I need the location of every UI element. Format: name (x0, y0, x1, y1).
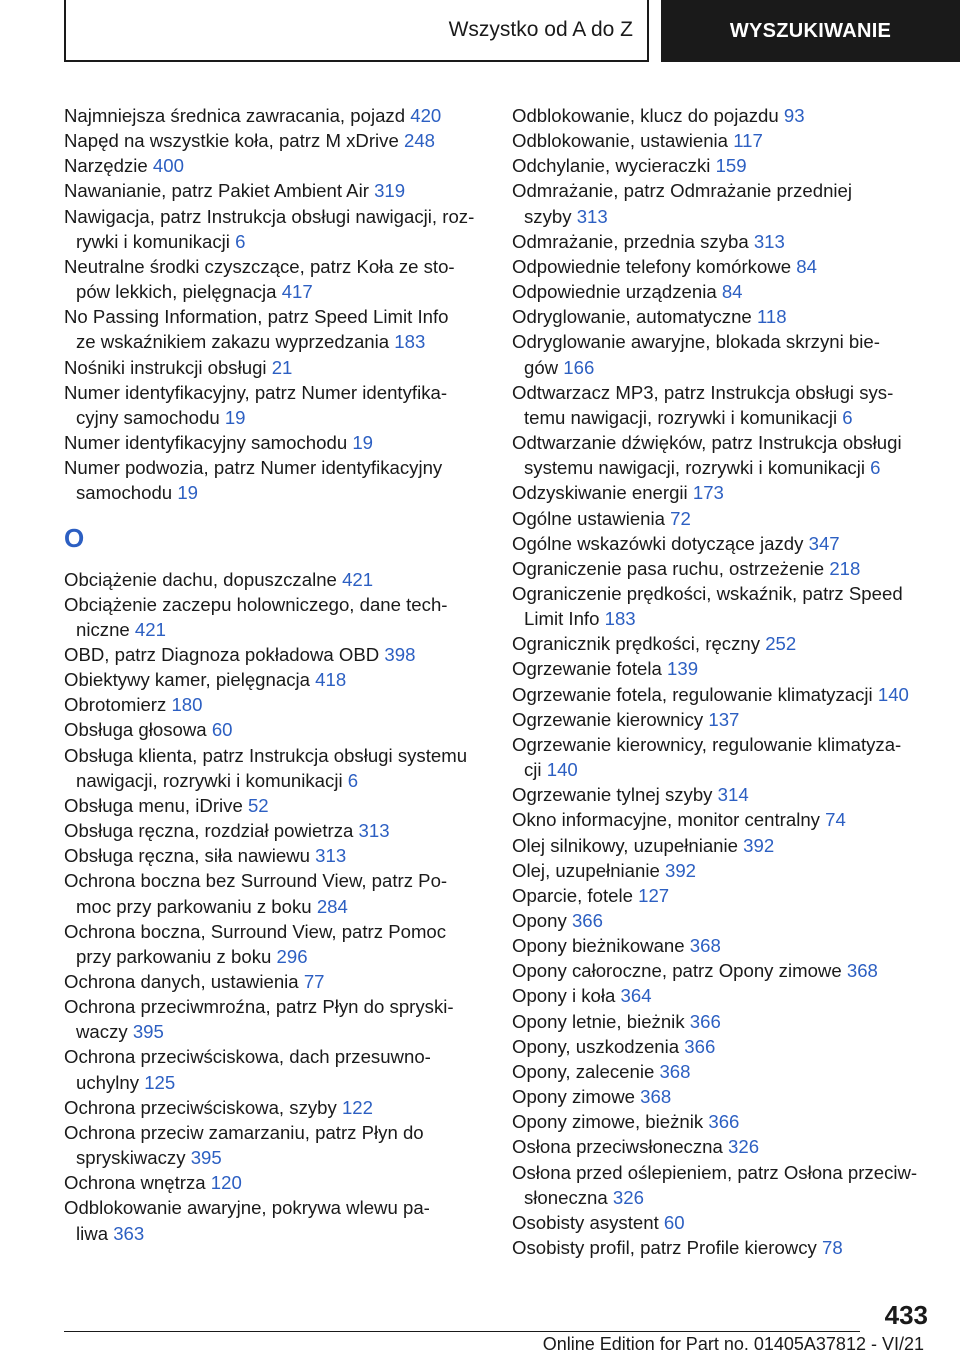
entry-text: cji (524, 759, 542, 781)
index-entry (64, 204, 484, 254)
index-entry (64, 868, 484, 918)
page-reference-link[interactable]: 392 (743, 834, 775, 856)
page-reference-link[interactable]: 84 (721, 281, 743, 303)
index-entry (64, 994, 484, 1044)
page-reference-link[interactable]: 248 (403, 130, 436, 152)
page-reference-link[interactable]: 159 (715, 155, 747, 177)
entry-text: Odmrażanie, przednia szyba (512, 230, 749, 252)
index-entry (64, 1170, 484, 1195)
entry-text: Ogólne wskazówki dotyczące jazdy (512, 532, 804, 554)
page-reference-link[interactable]: 166 (563, 356, 595, 378)
index-entry (64, 642, 484, 667)
entry-text: uchylny (76, 1071, 140, 1093)
entry-text: Ochrona boczna bez Surround View, patrz Po- (64, 870, 448, 892)
page-reference-link[interactable]: 368 (659, 1060, 691, 1082)
entry-text: spryskiwaczy (76, 1147, 186, 1169)
entry-text: Ogranicznik prędkości, ręczny (512, 633, 761, 655)
page-reference-link[interactable]: 120 (210, 1172, 242, 1194)
footer-divider (64, 1331, 860, 1332)
entry-text: Opony, uszkodzenia (512, 1035, 680, 1057)
entry-text: Odmrażanie, patrz Odmrażanie przedniej (512, 180, 853, 202)
index-entry (512, 1210, 932, 1235)
page-header (64, 0, 960, 66)
entry-text: Olej silnikowy, uzupełnianie (512, 834, 738, 856)
page-reference-link[interactable]: 77 (303, 971, 325, 992)
page-reference-link[interactable]: 19 (352, 432, 374, 454)
page-reference-link[interactable]: 139 (667, 658, 699, 680)
page-reference-link[interactable]: 183 (394, 331, 426, 353)
index-entry (64, 793, 484, 818)
index-entry (512, 229, 932, 254)
page-reference-link[interactable]: 418 (315, 669, 347, 691)
index-entry (512, 908, 932, 933)
entry-text: Osobisty asystent (512, 1211, 659, 1233)
page-reference-link[interactable]: 74 (825, 809, 846, 831)
index-entry (512, 254, 932, 279)
index-entry (64, 430, 484, 455)
index-entry (512, 430, 932, 480)
page-reference-link[interactable]: 314 (717, 784, 749, 806)
entry-text: Nawanianie, patrz Pakiet Ambient Air (64, 180, 369, 202)
entry-text: Odblokowanie, klucz do pojazdu (512, 105, 779, 126)
page-reference-link[interactable]: 313 (315, 845, 347, 867)
entry-text: samochodu (76, 482, 173, 504)
page-reference-link[interactable]: 127 (638, 884, 670, 906)
entry-text: niczne (76, 618, 130, 640)
page-reference-link[interactable]: 21 (271, 356, 293, 378)
page-reference-link[interactable]: 368 (640, 1086, 672, 1108)
page-reference-link[interactable]: 6 (235, 230, 246, 252)
entry-text: cyjny samochodu (76, 406, 220, 428)
page-reference-link[interactable]: 52 (247, 794, 269, 816)
entry-text: Obciążenie dachu, dopuszczalne (64, 568, 337, 590)
entry-text: Ogrzewanie fotela (512, 658, 662, 680)
page-reference-link[interactable]: 84 (796, 255, 817, 277)
page-reference-link[interactable]: 122 (341, 1096, 373, 1118)
entry-text: Obsługa menu, iDrive (64, 794, 243, 816)
entry-text: Odblokowanie awaryjne, pokrywa wlewu pa- (64, 1197, 430, 1219)
section-letter: O (64, 522, 85, 553)
page-reference-link[interactable]: 400 (152, 155, 184, 177)
edition-text: Online Edition for Part no. 01405A37812 - VI/21 (542, 1334, 924, 1354)
entry-text: Opony zimowe (512, 1086, 635, 1108)
index-entry (512, 1084, 932, 1109)
index-entry (512, 833, 932, 858)
page-reference-link[interactable]: 392 (665, 859, 697, 881)
index-entry (512, 807, 932, 832)
index-entry (64, 1195, 484, 1245)
index-entry (512, 581, 932, 631)
entry-text: Ochrona wnętrza (64, 1172, 206, 1194)
entry-text: Odtwarzacz MP3, patrz Instrukcja obsługi sys- (512, 381, 894, 403)
index-entry (512, 782, 932, 807)
page-reference-link[interactable]: 420 (410, 105, 442, 126)
index-entry (64, 380, 484, 430)
index-entry (512, 732, 932, 782)
page-reference-link[interactable]: 60 (663, 1211, 685, 1233)
entry-text: Odblokowanie, ustawienia (512, 130, 729, 152)
index-entry (512, 1034, 932, 1059)
index-entry (512, 1235, 932, 1260)
page-reference-link[interactable]: 252 (765, 633, 797, 655)
entry-text: Obrotomierz (64, 694, 167, 716)
entry-text: liwa (76, 1222, 109, 1244)
page-reference-link[interactable]: 326 (728, 1136, 760, 1158)
entry-text: Ochrona przeciwściskowa, dach przesuwno- (64, 1046, 431, 1068)
index-entry (64, 355, 484, 380)
page-reference-link[interactable]: 398 (384, 643, 416, 665)
page-reference-link[interactable]: 417 (281, 281, 313, 303)
entry-text: temu nawigacji, rozrywki i komunikacji (524, 406, 838, 428)
index-entry (64, 843, 484, 868)
page-reference-link[interactable]: 183 (604, 608, 636, 630)
index-entry (512, 1134, 932, 1159)
index-entry (512, 279, 932, 304)
index-entry (512, 556, 932, 581)
entry-text: Napęd na wszystkie koła, patrz M xDrive (64, 130, 399, 152)
entry-text: pów lekkich, pielęgnacja (76, 281, 277, 303)
entry-text: Okno informacyjne, monitor centralny (512, 809, 820, 831)
page-reference-link[interactable]: 93 (783, 105, 805, 126)
index-column-right (512, 103, 932, 1260)
entry-text: Opony (512, 910, 567, 931)
page-reference-link[interactable]: 347 (808, 532, 840, 554)
entry-text: Odpowiednie urządzenia (512, 281, 717, 303)
index-entry (64, 1044, 484, 1094)
index-entry (512, 1109, 932, 1134)
page-reference-link[interactable]: 395 (132, 1021, 164, 1043)
entry-text: Opony zimowe, bieżnik (512, 1111, 704, 1133)
entry-text: systemu nawigacji, rozrywki i komunikacji (524, 457, 865, 479)
index-entry (512, 631, 932, 656)
page-reference-link[interactable]: 368 (846, 960, 878, 982)
index-entry (512, 178, 932, 228)
page-reference-link[interactable]: 60 (211, 719, 233, 741)
entry-text: Odryglowanie, automatyczne (512, 306, 752, 328)
page-reference-link[interactable]: 368 (689, 935, 721, 957)
page-reference-link[interactable]: 284 (316, 895, 348, 917)
index-entry (512, 858, 932, 883)
entry-text: Odpowiednie telefony komórkowe (512, 255, 792, 277)
entry-text: Najmniejsza średnica zawracania, pojazd (64, 105, 406, 126)
page-reference-link[interactable]: 137 (708, 708, 740, 730)
entry-text: Opony letnie, bieżnik (512, 1010, 685, 1032)
index-entry (64, 692, 484, 717)
index-entry (64, 178, 484, 203)
entry-text: Neutralne środki czyszczące, patrz Koła ze sto- (64, 255, 455, 277)
entry-text: Obiektywy kamer, pielęgnacja (64, 669, 310, 691)
index-entry (512, 656, 932, 681)
index-entry (64, 567, 484, 592)
index-entry (512, 682, 932, 707)
page-reference-link[interactable]: 296 (276, 945, 308, 967)
index-entry (64, 969, 484, 994)
entry-text: moc przy parkowaniu z boku (76, 895, 312, 917)
index-entry (64, 667, 484, 692)
entry-text: Ochrona boczna, Surround View, patrz Pomoc (64, 920, 447, 942)
index-entry (512, 1160, 932, 1210)
page-reference-link[interactable]: 117 (733, 130, 763, 152)
page-reference-link[interactable]: 173 (692, 482, 724, 504)
index-entry (64, 717, 484, 742)
entry-text: Oparcie, fotele (512, 884, 633, 906)
entry-text: Ogrzewanie tylnej szyby (512, 784, 713, 806)
index-column-left (64, 103, 484, 1246)
entry-text: słoneczna (524, 1186, 608, 1208)
index-entry (512, 1059, 932, 1084)
index-entry (64, 153, 484, 178)
entry-text: Ograniczenie pasa ruchu, ostrzeżenie (512, 557, 825, 579)
index-entry (64, 743, 484, 793)
entry-text: Odzyskiwanie energii (512, 482, 688, 504)
entry-text: szyby (524, 205, 572, 227)
page-reference-link[interactable]: 313 (753, 230, 785, 252)
index-entry (64, 1120, 484, 1170)
index-entry (64, 592, 484, 642)
entry-text: Opony i koła (512, 985, 616, 1007)
page-reference-link[interactable]: 395 (190, 1147, 222, 1169)
entry-text: Ochrona danych, ustawienia (64, 971, 299, 992)
index-entry (512, 531, 932, 556)
page-reference-link[interactable]: 19 (224, 406, 246, 428)
index-entry (512, 128, 932, 153)
footer (64, 1334, 924, 1355)
index-entry (64, 1095, 484, 1120)
index-entry (64, 254, 484, 304)
entry-text: Ochrona przeciwściskowa, szyby (64, 1096, 337, 1118)
entry-text: No Passing Information, patrz Speed Limit Info (64, 306, 449, 328)
page-reference-link[interactable]: 421 (134, 618, 166, 640)
page-reference-link[interactable]: 218 (829, 557, 861, 579)
page-reference-link[interactable]: 313 (576, 205, 608, 227)
entry-text: Olej, uzupełnianie (512, 859, 660, 881)
index-entry (512, 380, 932, 430)
page-reference-link[interactable]: 366 (689, 1010, 721, 1032)
entry-text: Obsługa ręczna, rozdział powietrza (64, 820, 354, 842)
page-reference-link[interactable]: 72 (670, 507, 691, 529)
index-entry (512, 958, 932, 983)
index-entry (64, 103, 484, 128)
page-reference-link[interactable]: 326 (612, 1186, 644, 1208)
entry-text: Odryglowanie awaryjne, blokada skrzyni bie- (512, 331, 880, 353)
entry-text: Osłona przed oślepieniem, patrz Osłona przeciw- (512, 1161, 918, 1183)
section-tab[interactable]: Wszystko od A do Z (64, 0, 649, 62)
page-reference-link[interactable]: 366 (684, 1035, 716, 1057)
entry-text: waczy (76, 1021, 128, 1043)
index-entry (512, 480, 932, 505)
entry-text: Obsługa głosowa (64, 719, 207, 741)
entry-text: Opony całoroczne, patrz Opony zimowe (512, 960, 842, 982)
index-entry (512, 153, 932, 178)
page-reference-link[interactable]: 363 (113, 1222, 145, 1244)
index-entry (512, 304, 932, 329)
page-reference-link[interactable]: 19 (177, 482, 198, 504)
page-reference-link[interactable]: 180 (171, 694, 203, 716)
index-entry (64, 304, 484, 354)
entry-text: OBD, patrz Diagnoza pokładowa OBD (64, 643, 380, 665)
entry-text: Numer podwozia, patrz Numer identyfikacyjny (64, 457, 443, 479)
index-entry (512, 933, 932, 958)
entry-text: ze wskaźnikiem zakazu wyprzedzania (76, 331, 390, 353)
index-entry (512, 707, 932, 732)
entry-text: Ochrona przeciwmroźna, patrz Płyn do spryski- (64, 996, 454, 1018)
entry-text: Ogrzewanie kierownicy, regulowanie klimatyza- (512, 733, 902, 755)
page-reference-link[interactable]: 366 (708, 1111, 740, 1133)
index-entry (512, 329, 932, 379)
page-reference-link[interactable]: 78 (822, 1237, 843, 1259)
entry-text: Obciążenie zaczepu holowniczego, dane tech- (64, 593, 448, 615)
entry-text: Ograniczenie prędkości, wskaźnik, patrz Speed (512, 582, 903, 604)
page-reference-link[interactable]: 366 (571, 910, 603, 931)
page-number: 433 (884, 1300, 928, 1330)
entry-text: Numer identyfikacyjny, patrz Numer identyfika- (64, 381, 448, 403)
entry-text: Opony bieżnikowane (512, 935, 685, 957)
entry-text: Ogrzewanie kierownicy (512, 708, 704, 730)
page-reference-link[interactable]: 118 (756, 306, 787, 328)
entry-text: Narzędzie (64, 155, 148, 177)
page-reference-link[interactable]: 319 (374, 180, 406, 202)
entry-text: Obsługa ręczna, siła nawiewu (64, 845, 310, 867)
index-entry (512, 103, 932, 128)
entry-text: Obsługa klienta, patrz Instrukcja obsługi systemu (64, 744, 468, 766)
index-entry (512, 506, 932, 531)
index-entry (512, 883, 932, 908)
index-entry (64, 455, 484, 505)
page-reference-link[interactable]: 140 (877, 683, 909, 705)
index-entry (64, 128, 484, 153)
entry-text: Nośniki instrukcji obsługi (64, 356, 267, 378)
entry-text: Odchylanie, wycieraczki (512, 155, 711, 177)
entry-text: Numer identyfikacyjny samochodu (64, 432, 348, 454)
page-reference-link[interactable]: 313 (358, 820, 390, 842)
entry-text: Ogólne ustawienia (512, 507, 665, 529)
index-entry (64, 818, 484, 843)
page-reference-link[interactable]: 6 (842, 406, 853, 428)
index-entry (64, 919, 484, 969)
entry-text: nawigacji, rozrywki i komunikacji (76, 769, 343, 791)
entry-text: przy parkowaniu z boku (76, 945, 272, 967)
page-reference-link[interactable]: 125 (144, 1071, 176, 1093)
entry-text: Ochrona przeciw zamarzaniu, patrz Płyn do (64, 1121, 424, 1143)
index-entry (512, 983, 932, 1008)
page-reference-link[interactable]: 421 (342, 568, 374, 590)
index-entry (512, 1009, 932, 1034)
entry-text: Odtwarzanie dźwięków, patrz Instrukcja obsługi (512, 432, 902, 454)
entry-text: Ogrzewanie fotela, regulowanie klimatyzacji (512, 683, 873, 705)
entry-text: Osłona przeciwsłoneczna (512, 1136, 723, 1158)
entry-text: Nawigacja, patrz Instrukcja obsługi nawigacji, roz- (64, 205, 475, 227)
page-reference-link[interactable]: 140 (546, 759, 578, 781)
entry-text: Limit Info (524, 608, 600, 630)
search-tab[interactable]: WYSZUKIWANIE (661, 0, 960, 62)
entry-text: gów (524, 356, 559, 378)
page-reference-link[interactable]: 364 (620, 985, 652, 1007)
page-reference-link[interactable]: 6 (870, 457, 881, 479)
entry-text: Osobisty profil, patrz Profile kierowcy (512, 1237, 817, 1259)
page-reference-link[interactable]: 6 (347, 769, 359, 791)
entry-text: Opony, zalecenie (512, 1060, 655, 1082)
entry-text: rywki i komunikacji (76, 230, 230, 252)
